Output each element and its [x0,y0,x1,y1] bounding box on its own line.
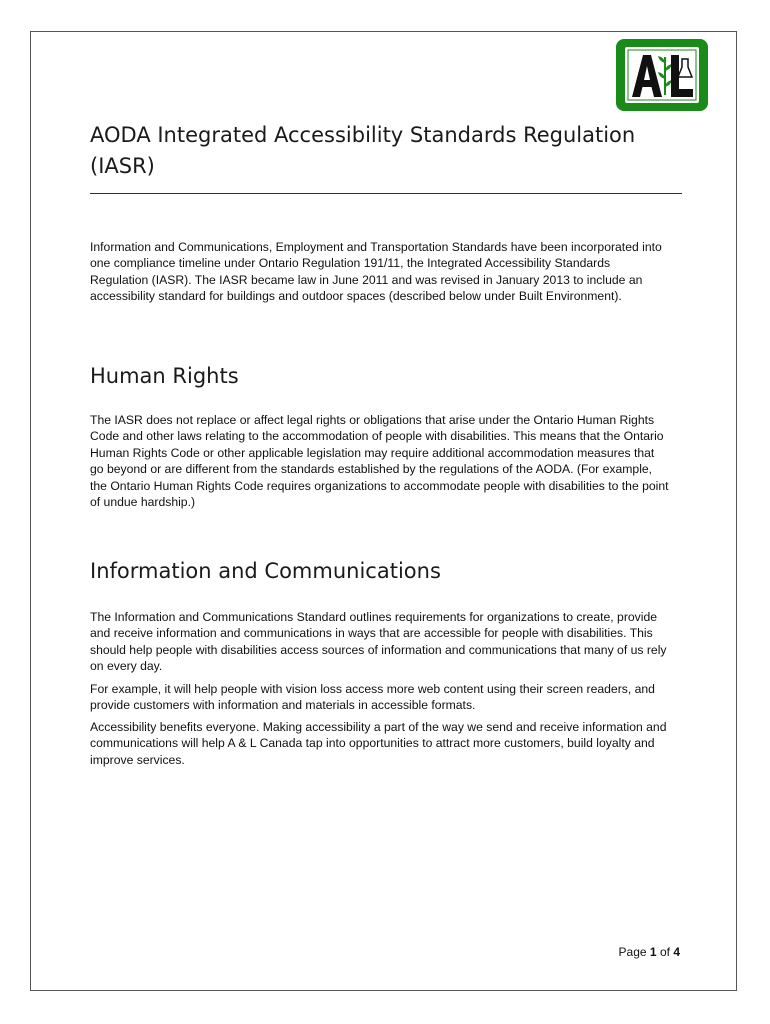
total-page-count: 4 [673,945,680,959]
section-heading-information-communications: Information and Communications [90,559,441,583]
current-page-number: 1 [649,945,657,959]
title-divider [90,193,682,194]
page-number-footer [619,945,680,959]
page-title: AODA Integrated Accessibility Standards Regulation (IASR) [90,123,636,178]
info-comm-paragraph-1: The Information and Communications Standard outlines requirements for organizations to create, provide and receive information and communications in ways that are accessible for people with disabilities. This should help people with disabilities access sources of information and communications that many of us rely on every day. [90,610,667,674]
page-separator: of [659,945,670,959]
intro-paragraph: Information and Communications, Employment and Transportation Standards have been incorporated into one compliance timeline under Ontario Regulation 191/11, the Integrated Accessibility Standards Regulation (IASR). The IASR became law in June 2011 and was revised in January 2013 to include an accessibility standard for buildings and outdoor spaces (described below under Built Environment). [90,240,662,304]
page-label: Page [618,945,647,959]
al-logo-icon [614,37,710,113]
info-comm-paragraph-3: Accessibility benefits everyone. Making accessibility a part of the way we send and receive information and communications will help A & L Canada tap into opportunities to attract more customers, build loyalty and improve services. [90,720,667,767]
section-heading-human-rights: Human Rights [90,364,239,388]
company-logo [614,37,710,113]
human-rights-paragraph: The IASR does not replace or affect legal rights or obligations that arise under the Ontario Human Rights Code and other laws relating to the accommodation of people with disabilities. This means that the Ontario Human Rights Code or other applicable legislation may require additional accommodation measures that go beyond or are different from the standards established by the regulations of the AODA. (For example, the Ontario Human Rights Code requires organizations to accommodate people with disabilities to the point of undue hardship.) [90,413,669,510]
info-comm-paragraph-2: For example, it will help people with vision loss access more web content using their screen readers, and provide customers with information and materials in accessible formats. [90,682,655,713]
